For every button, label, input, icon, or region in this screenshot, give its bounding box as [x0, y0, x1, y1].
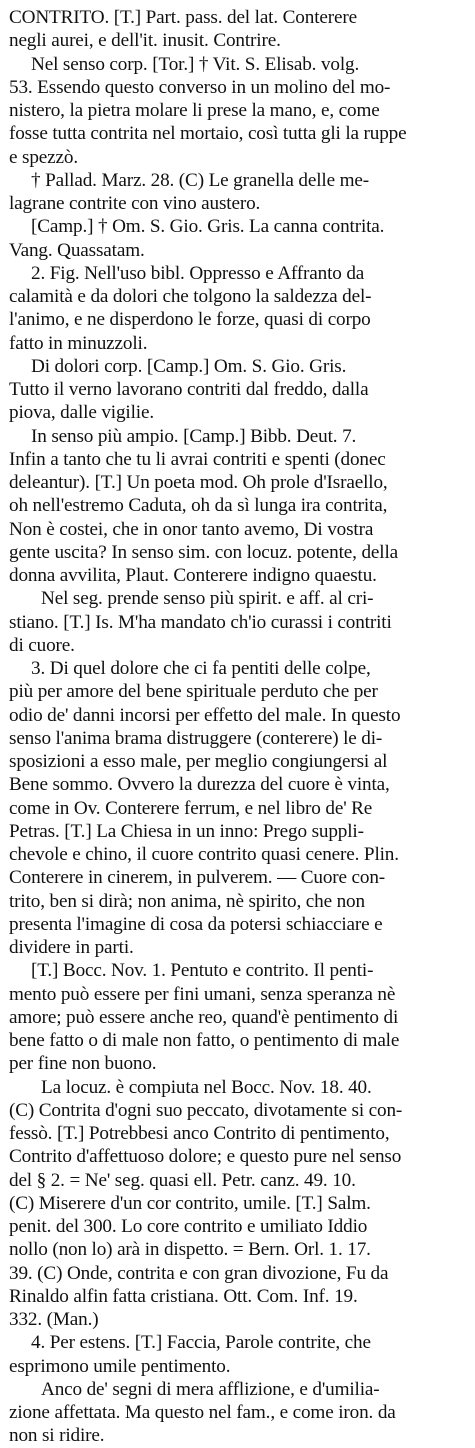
- entry-text-line: trito, ben si dirà; non anima, nè spirito, che non: [9, 890, 365, 912]
- entry-text-line: Non è costei, che in onor tanto avemo, Di vostra: [9, 518, 374, 540]
- entry-text-line: odio de' danni incorsi per effetto del male. In questo: [9, 704, 401, 726]
- entry-text-line: l'animo, e ne disperdono le forze, quasi di corpo: [9, 309, 371, 331]
- entry-text-line: 39. (C) Onde, contrita e con gran divozione, Fu da: [9, 1262, 389, 1284]
- entry-text-line: lagrane contrite con vino austero.: [9, 193, 261, 214]
- entry-text-line: amore; può essere anche reo, quand'è pentimento di: [9, 1006, 399, 1028]
- entry-text-line: La locuz. è compiuta nel Bocc. Nov. 18. 40.: [41, 1076, 372, 1098]
- entry-text-line: Nel senso corp. [Tor.] † Vit. S. Elisab. volg.: [31, 53, 360, 75]
- entry-text-line: Contrito d'affettuoso dolore; e questo pure nel senso: [9, 1146, 402, 1168]
- entry-text-line: donna avvilita, Plaut. Conterere indigno quaestu.: [9, 565, 377, 586]
- entry-text-line: per fine non buono.: [9, 1053, 157, 1075]
- entry-text-line: piova, dalle vigilie.: [9, 402, 154, 424]
- entry-text-line: del § 2. = Ne' seg. quasi ell. Petr. canz. 49. 10.: [9, 1169, 356, 1191]
- entry-text-line: esprimono umile pentimento.: [9, 1355, 231, 1377]
- entry-text-line: † Pallad. Marz. 28. (C) Le granella delle me-: [31, 169, 369, 191]
- entry-text-line: Conterere in cinerem, in pulverem. — Cuore con-: [9, 867, 386, 889]
- entry-text-line: (C) Contrita d'ogni suo peccato, divotamente si con-: [9, 1099, 403, 1121]
- entry-text-line: di cuore.: [9, 634, 75, 656]
- entry-text-line: come in Ov. Conterere ferrum, e nel libro de' Re: [9, 797, 373, 819]
- dictionary-entry: [9, 6, 465, 1448]
- entry-text-line: 3. Di quel dolore che ci fa pentiti delle colpe,: [31, 658, 371, 679]
- entry-text-line: deleantur). [T.] Un poeta mod. Oh prole d'Israello,: [9, 472, 388, 493]
- entry-text-line: In senso più ampio. [Camp.] Bibb. Deut. 7.: [31, 425, 357, 447]
- entry-text-line: [Camp.] † Om. S. Gio. Gris. La canna contrita.: [31, 216, 385, 238]
- entry-text-line: calamità e da dolori che tolgono la saldezza del-: [9, 286, 372, 307]
- entry-text-line: oh nell'estremo Caduta, oh da sì lunga ira contrita,: [9, 495, 388, 517]
- entry-text-line: sposizioni a esso male, per meglio congiungersi al: [9, 751, 388, 772]
- entry-text-line: chevole e chino, il cuore contrito quasi cenere. Plin.: [9, 844, 399, 865]
- entry-headline: CONTRITO. [T.] Part. pass. del lat. Conterere: [9, 7, 357, 28]
- entry-text-line: gente uscita? In senso sim. con locuz. potente, della: [9, 541, 399, 563]
- entry-text-line: zione affettata. Ma questo nel fam., e come iron. da: [9, 1402, 396, 1423]
- entry-text-line: Tutto il verno lavorano contriti dal freddo, dalla: [9, 379, 369, 400]
- entry-text-line: presenta l'imagine di cosa da potersi schiacciare e: [9, 913, 383, 935]
- entry-text-line: [T.] Bocc. Nov. 1. Pentuto e contrito. Il penti-: [31, 960, 374, 982]
- entry-text-line: nistero, la pietra molare li prese la mano, e, come: [9, 100, 380, 121]
- entry-text-line: 4. Per estens. [T.] Faccia, Parole contrite, che: [31, 1332, 371, 1354]
- entry-text-line: nollo (non lo) arà in dispetto. = Bern. Orl. 1. 17.: [9, 1239, 371, 1261]
- entry-text-line: e spezzò.: [9, 146, 78, 168]
- entry-text-line: Rinaldo alfin fatta cristiana. Ott. Com. Inf. 19.: [9, 1285, 358, 1307]
- entry-text-line: fessò. [T.] Potrebbesi anco Contrito di pentimento,: [9, 1123, 390, 1144]
- entry-text-line: Petras. [T.] La Chiesa in un inno: Prego suppli-: [9, 820, 364, 842]
- entry-text-line: mento può essere per fini umani, senza speranza nè: [9, 983, 396, 1005]
- entry-text-line: senso l'anima brama distruggere (conterere) le di-: [9, 727, 383, 749]
- entry-text-line: Di dolori corp. [Camp.] Om. S. Gio. Gris.: [31, 355, 347, 377]
- entry-text-line: Anco de' segni di mera afflizione, e d'umilia-: [41, 1378, 380, 1400]
- entry-text-line: Bene sommo. Ovvero la durezza del cuore è vinta,: [9, 774, 390, 796]
- entry-text-line: fosse tutta contrita nel mortaio, così tutta gli la ruppe: [9, 123, 407, 145]
- entry-text-line: 53. Essendo questo converso in un molino del mo-: [9, 76, 391, 98]
- entry-text-line: stiano. [T.] Is. M'ha mandato ch'io curassi i contriti: [9, 611, 392, 633]
- entry-text-line: più per amore del bene spirituale perduto che per: [9, 681, 378, 703]
- entry-text-line: 332. (Man.): [9, 1309, 99, 1330]
- entry-text-line: non si ridire.: [9, 1425, 105, 1447]
- entry-text-line: negli aurei, e dell'it. inusit. Contrire.: [9, 30, 281, 52]
- entry-text-line: Vang. Quassatam.: [9, 239, 145, 261]
- entry-text-line: 2. Fig. Nell'uso bibl. Oppresso e Affranto da: [31, 262, 365, 284]
- entry-text-line: fatto in minuzzoli.: [9, 332, 148, 354]
- entry-text-line: Nel seg. prende senso più spirit. e aff. al cri-: [41, 588, 374, 610]
- entry-text-line: Infin a tanto che tu li avrai contriti e spenti (donec: [9, 448, 386, 470]
- entry-text-line: penit. del 300. Lo core contrito e umiliato Iddio: [9, 1216, 368, 1237]
- entry-text-line: dividere in parti.: [9, 937, 134, 958]
- entry-text-line: bene fatto o di male non fatto, o pentimento di male: [9, 1030, 400, 1051]
- entry-text-line: (C) Miserere d'un cor contrito, umile. [T.] Salm.: [9, 1192, 371, 1214]
